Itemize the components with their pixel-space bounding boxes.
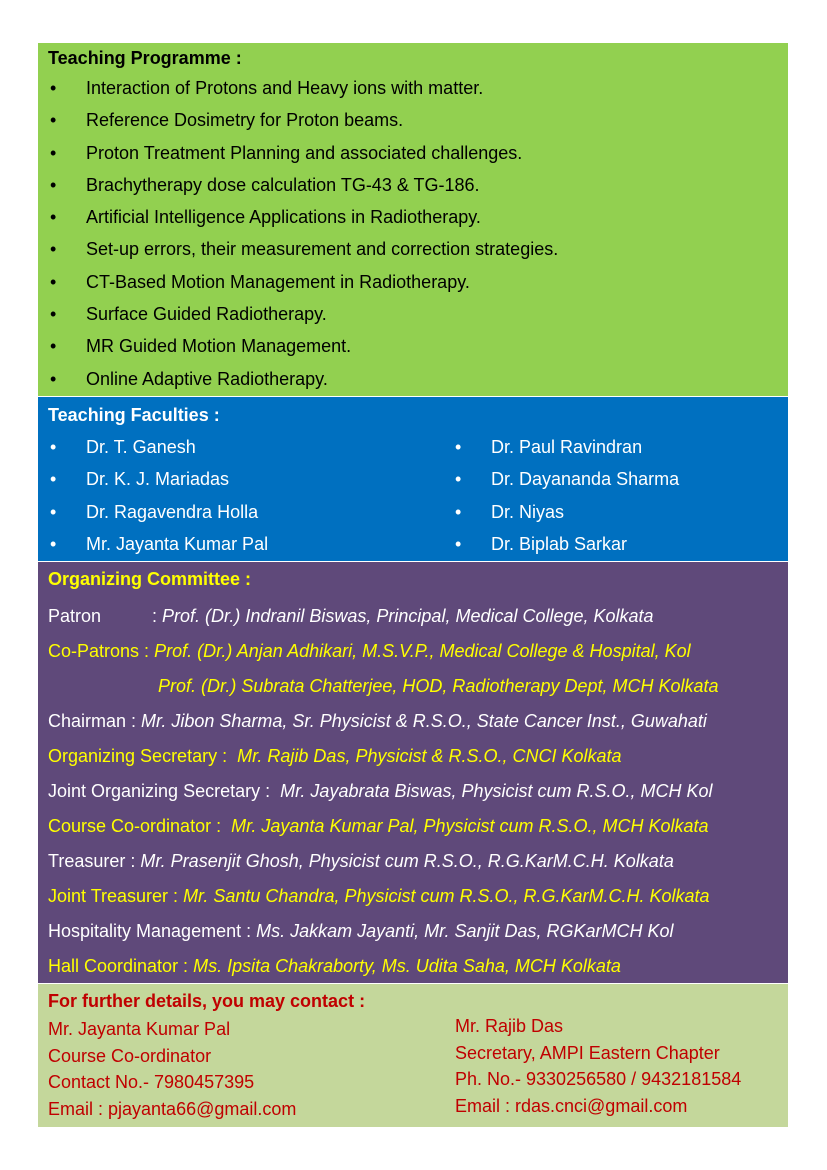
faculty-list-left [48,435,268,564]
faculty-item: • Mr. Jayanta Kumar Pal [48,532,268,564]
patron-separator: : [152,606,158,626]
contact-name: Mr. Jayanta Kumar Pal [48,1019,231,1039]
hospitality-value: Ms. Jakkam Jayanti, Mr. Sanjit Das, RGKarMCH Kol [256,921,674,941]
copatrons-row [48,639,691,663]
hall-coordinator-label: Hall Coordinator : [48,956,194,976]
joint-org-secretary-label: Joint Organizing Secretary : [48,781,281,801]
course-coordinator-label: Course Co-ordinator : [48,816,232,836]
contact-role: Secretary, AMPI Eastern Chapter [455,1042,720,1063]
chairman-value: Mr. Jibon Sharma, Sr. Physicist & R.S.O., State Cancer Inst., Guwahati [141,711,707,731]
course-coordinator-value: Mr. Jayanta Kumar Pal, Physicist cum R.S.O., MCH Kolkata [231,816,709,836]
contact-left [48,1016,296,1122]
teaching-programme-list [48,76,558,399]
patron-row [48,604,654,628]
teaching-faculties-section [38,397,788,561]
list-item: • MR Guided Motion Management. [48,334,558,366]
hall-coordinator-value: Ms. Ipsita Chakraborty, Ms. Udita Saha, MCH Kolkata [193,956,621,976]
contact-email: Email : rdas.cnci@gmail.com [455,1095,688,1116]
joint-treasurer-label: Joint Treasurer : [48,886,184,906]
faculty-item: • Dr. K. J. Mariadas [48,467,268,499]
org-secretary-label: Organizing Secretary : [48,746,238,766]
copatrons-value-2: Prof. (Dr.) Subrata Chatterjee, HOD, Radiotherapy Dept, MCH Kolkata [158,676,719,696]
contact-name: Mr. Rajib Das [455,1016,564,1036]
list-item: • Reference Dosimetry for Proton beams. [48,108,558,140]
faculty-item: • Dr. Ragavendra Holla [48,500,268,532]
list-item: • Surface Guided Radiotherapy. [48,302,558,334]
list-item: • CT-Based Motion Management in Radiotherapy. [48,270,558,302]
contact-heading: For further details, you may contact : [48,991,366,1011]
contact-role: Course Co-ordinator [48,1045,212,1066]
faculty-item: • Dr. Niyas [453,500,679,532]
faculty-item: • Dr. Paul Ravindran [453,435,679,467]
list-item: • Online Adaptive Radiotherapy. [48,367,558,399]
patron-label: Patron [48,606,102,626]
organizing-committee-section [38,562,788,983]
copatrons-value-1: Prof. (Dr.) Anjan Adhikari, M.S.V.P., Medical College & Hospital, Kol [154,641,691,661]
contact-section [38,984,788,1127]
course-coordinator-row [48,814,709,838]
faculty-list-right [453,435,679,564]
joint-org-secretary-row [48,779,713,803]
org-secretary-row [48,744,622,768]
teaching-programme-heading: Teaching Programme : [48,48,242,68]
list-item: • Set-up errors, their measurement and correction strategies. [48,237,558,269]
faculty-item: • Dr. Dayananda Sharma [453,467,679,499]
hospitality-label: Hospitality Management : [48,921,257,941]
teaching-programme-section [38,43,788,396]
joint-org-secretary-value: Mr. Jayabrata Biswas, Physicist cum R.S.O., MCH Kol [280,781,713,801]
treasurer-row [48,849,674,873]
list-item: • Proton Treatment Planning and associated challenges. [48,141,558,173]
contact-phone: Contact No.- 7980457395 [48,1072,255,1092]
contact-email: Email : pjayanta66@gmail.com [48,1098,297,1119]
treasurer-label: Treasurer : [48,851,141,871]
chairman-row [48,709,707,733]
contact-right [455,1013,741,1119]
copatrons-row-2 [158,674,719,698]
contact-phone: Ph. No.- 9330256580 / 9432181584 [455,1069,742,1089]
faculty-item: • Dr. Biplab Sarkar [453,532,679,564]
treasurer-value: Mr. Prasenjit Ghosh, Physicist cum R.S.O., R.G.KarM.C.H. Kolkata [140,851,674,871]
copatrons-label: Co-Patrons : [48,641,150,661]
list-item: • Interaction of Protons and Heavy ions with matter. [48,76,558,108]
list-item: • Brachytherapy dose calculation TG-43 & TG-186. [48,173,558,205]
teaching-faculties-heading: Teaching Faculties : [48,405,220,425]
patron-value: Prof. (Dr.) Indranil Biswas, Principal, Medical College, Kolkata [162,606,654,626]
org-secretary-value: Mr. Rajib Das, Physicist & R.S.O., CNCI Kolkata [237,746,622,766]
joint-treasurer-row [48,884,710,908]
hall-coordinator-row [48,954,621,978]
joint-treasurer-value: Mr. Santu Chandra, Physicist cum R.S.O., R.G.KarM.C.H. Kolkata [183,886,710,906]
hospitality-row [48,919,674,943]
chairman-label: Chairman : [48,711,142,731]
list-item: • Artificial Intelligence Applications in Radiotherapy. [48,205,558,237]
faculty-item: • Dr. T. Ganesh [48,435,268,467]
organizing-committee-heading: Organizing Committee : [48,569,252,589]
